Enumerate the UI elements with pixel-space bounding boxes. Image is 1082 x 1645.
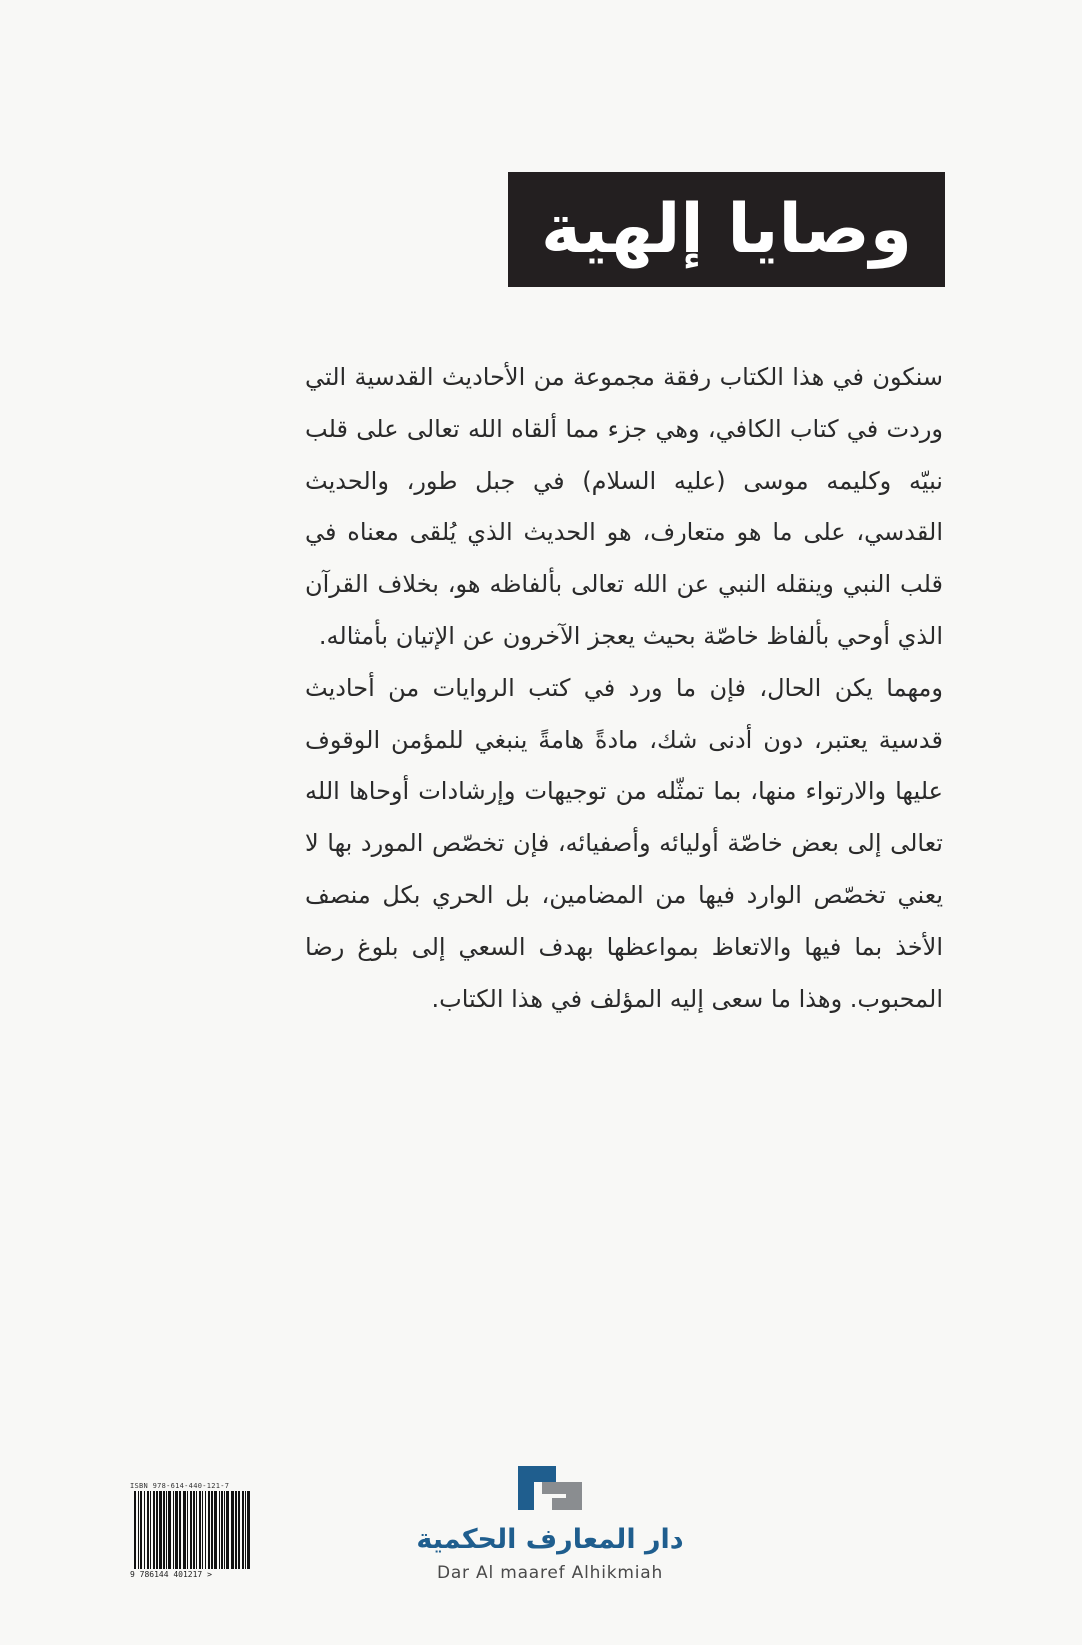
barcode-bar xyxy=(179,1491,181,1569)
barcode-bar xyxy=(211,1491,213,1569)
barcode-bar xyxy=(231,1491,234,1569)
barcode-bar xyxy=(238,1491,240,1569)
barcode-bars xyxy=(130,1491,252,1571)
barcode-bar xyxy=(221,1491,223,1569)
barcode-bar xyxy=(156,1491,158,1569)
book-title: وصايا إلهية xyxy=(541,189,912,269)
publisher-name-english: Dar Al maaref Alhikmiah xyxy=(436,1563,664,1583)
barcode-bar xyxy=(140,1491,142,1569)
barcode-bar xyxy=(166,1491,167,1569)
barcode-digits: 9 786144 401217 > xyxy=(130,1570,212,1579)
barcode-bar xyxy=(175,1491,178,1569)
barcode-bar xyxy=(242,1491,244,1569)
barcode-bar xyxy=(138,1491,139,1569)
barcode-bar xyxy=(134,1491,136,1569)
blurb-paragraph-2: ومهما يكن الحال، فإن ما ورد في كتب الروايات من أحاديث قدسية يعتبر، دون أدنى شك، مادةً هامةً ينبغي للمؤمن الوقوف عليها والارتواء منها، بما تمثّله من توجيهات وإرشادات أوحاها الله تعالى إلى بعض خاصّة أوليائه وأصفيائه، فإن تخصّص المورد بها لا يعني تخصّص الوارد فيها من المضامين، بل الحري بكل منصف الأخذ بما فيها والاتعاظ بمواعظها بهدف السعي إلى بلوغ رضا المحبوب. وهذا ما سعى إليه المؤلف في هذا الكتاب. xyxy=(305,673,943,1013)
barcode-bar xyxy=(153,1491,155,1569)
isbn-label: ISBN 978-614-440-121-7 xyxy=(130,1482,230,1490)
barcode-bar xyxy=(235,1491,237,1569)
barcode-bar xyxy=(150,1491,151,1569)
blurb xyxy=(305,352,943,1025)
barcode-bar xyxy=(168,1491,171,1569)
barcode-bar xyxy=(199,1491,201,1569)
barcode-bar xyxy=(159,1491,162,1569)
barcode-bar xyxy=(202,1491,203,1569)
barcode-bar xyxy=(196,1491,197,1569)
barcode-bar xyxy=(245,1491,246,1569)
barcode-bar xyxy=(187,1491,188,1569)
barcode-bar xyxy=(144,1491,145,1569)
barcode-bar xyxy=(163,1491,165,1569)
barcode-bar xyxy=(183,1491,186,1569)
title-banner xyxy=(508,172,945,287)
publisher-block xyxy=(405,1460,695,1590)
barcode-bar xyxy=(190,1491,192,1569)
barcode-bar xyxy=(193,1491,195,1569)
barcode-bar xyxy=(224,1491,225,1569)
barcode-bar xyxy=(247,1491,250,1569)
barcode-bar xyxy=(147,1491,149,1569)
barcode-bar xyxy=(208,1491,210,1569)
barcode-bar xyxy=(226,1491,229,1569)
barcode-bar xyxy=(173,1491,174,1569)
publisher-logo-icon xyxy=(512,1460,588,1516)
barcode-bar xyxy=(219,1491,220,1569)
barcode-bar xyxy=(214,1491,217,1569)
barcode-bar xyxy=(205,1491,206,1569)
isbn-barcode xyxy=(130,1482,252,1582)
publisher-name-arabic: دار المعارف الحكمية xyxy=(416,1524,684,1555)
blurb-paragraph-1: سنكون في هذا الكتاب رفقة مجموعة من الأحاديث القدسية التي وردت في كتاب الكافي، وهي جزء مما ألقاه الله تعالى على قلب نبيّه وكليمه موسى (عليه السلام) في جبل طور، والحديث القدسي، على ما هو متعارف، هو الحديث الذي يُلقى معناه في قلب النبي وينقله النبي عن الله تعالى بألفاظه هو، بخلاف القرآن الذي أوحي بألفاظ خاصّة بحيث يعجز الآخرون عن الإتيان بأمثاله. xyxy=(305,363,943,650)
